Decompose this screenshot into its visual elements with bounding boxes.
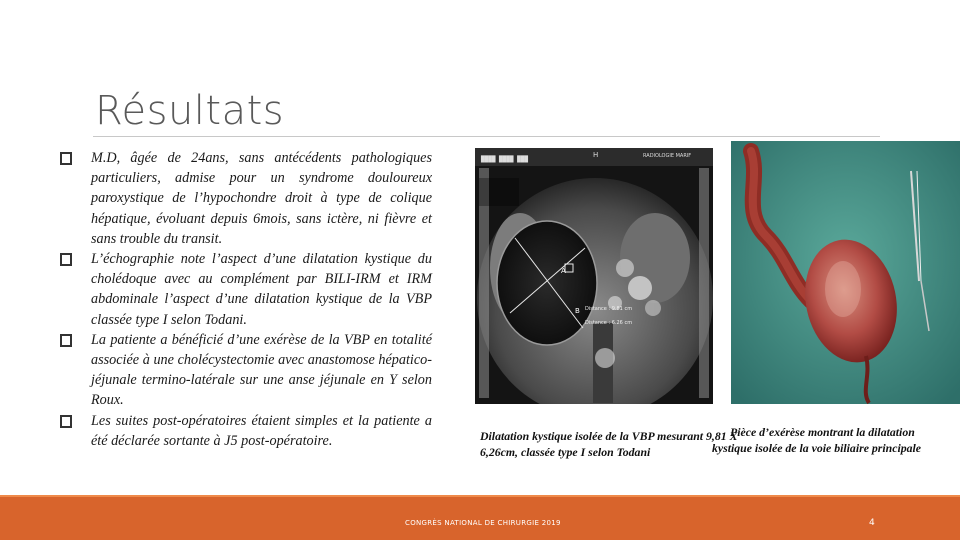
svg-text:████ ████ ███: ████ ████ ███ — [481, 156, 528, 163]
square-bullet-icon — [60, 415, 72, 428]
bullet-item — [60, 249, 432, 330]
specimen-caption-text: Pièce d’exérèse montrant la dilatation kystique isolée de la voie biliaire principale — [712, 425, 922, 455]
slide-title: Résultats — [95, 88, 285, 134]
mri-scan-graphic — [475, 148, 713, 404]
bullet-item — [60, 330, 432, 411]
mri-header-h: H — [593, 151, 599, 159]
mri-distance-1: Distance : 9.81 cm — [585, 306, 633, 312]
bullet-item — [60, 411, 432, 451]
mri-marker-b: B — [575, 307, 580, 315]
mri-marker-a: A — [561, 267, 566, 275]
specimen-photo — [731, 141, 960, 404]
bullet-item — [60, 148, 432, 249]
specimen-caption — [712, 424, 960, 456]
title-divider — [93, 136, 880, 137]
mri-header-right: RADIOLOGIE MARIF — [643, 153, 692, 159]
bullet-text: M.D, âgée de 24ans, sans antécédents pathologiques particuliers, admise pour un syndrome douloureux paroxystique de l’hypochondre droit à type de colique hépatique, évoluant depuis 6mois, sans ictère, ni fièvre et sans trouble du transit. — [91, 150, 432, 247]
bullet-text: Les suites post-opératoires étaient simples et la patiente a été déclarée sortante à J5 post-opératoire. — [91, 412, 432, 449]
mri-caption: Dilatation kystique isolée de la VBP mesurant 9,81 X 6,26cm, classée type I selon Todani — [480, 429, 738, 459]
square-bullet-icon — [60, 152, 72, 165]
mri-image — [475, 148, 713, 404]
bullet-text: L’échographie note l’aspect d’une dilatation kystique du cholédoque avec au complément par BILI-IRM et IRM abdominale l’aspect d’une dilatation kystique de la VBP classée type I selon Todani. — [91, 251, 432, 328]
specimen-graphic — [731, 141, 960, 404]
square-bullet-icon — [60, 334, 72, 347]
bullet-list — [60, 148, 432, 451]
page-number: 4 — [869, 518, 875, 528]
bullet-text: La patiente a bénéficié d’une exérèse de la VBP en totalité associée à une cholécystectomie avec anastomose hépatico-jéjunale termino-latérale sur une anse jéjunale en Y selon Roux. — [91, 331, 432, 409]
square-bullet-icon — [60, 253, 72, 266]
footer-text: CONGRÈS NATIONAL DE CHIRURGIE 2019 — [405, 519, 561, 527]
mri-distance-2: Distance : 6.26 cm — [585, 320, 633, 326]
